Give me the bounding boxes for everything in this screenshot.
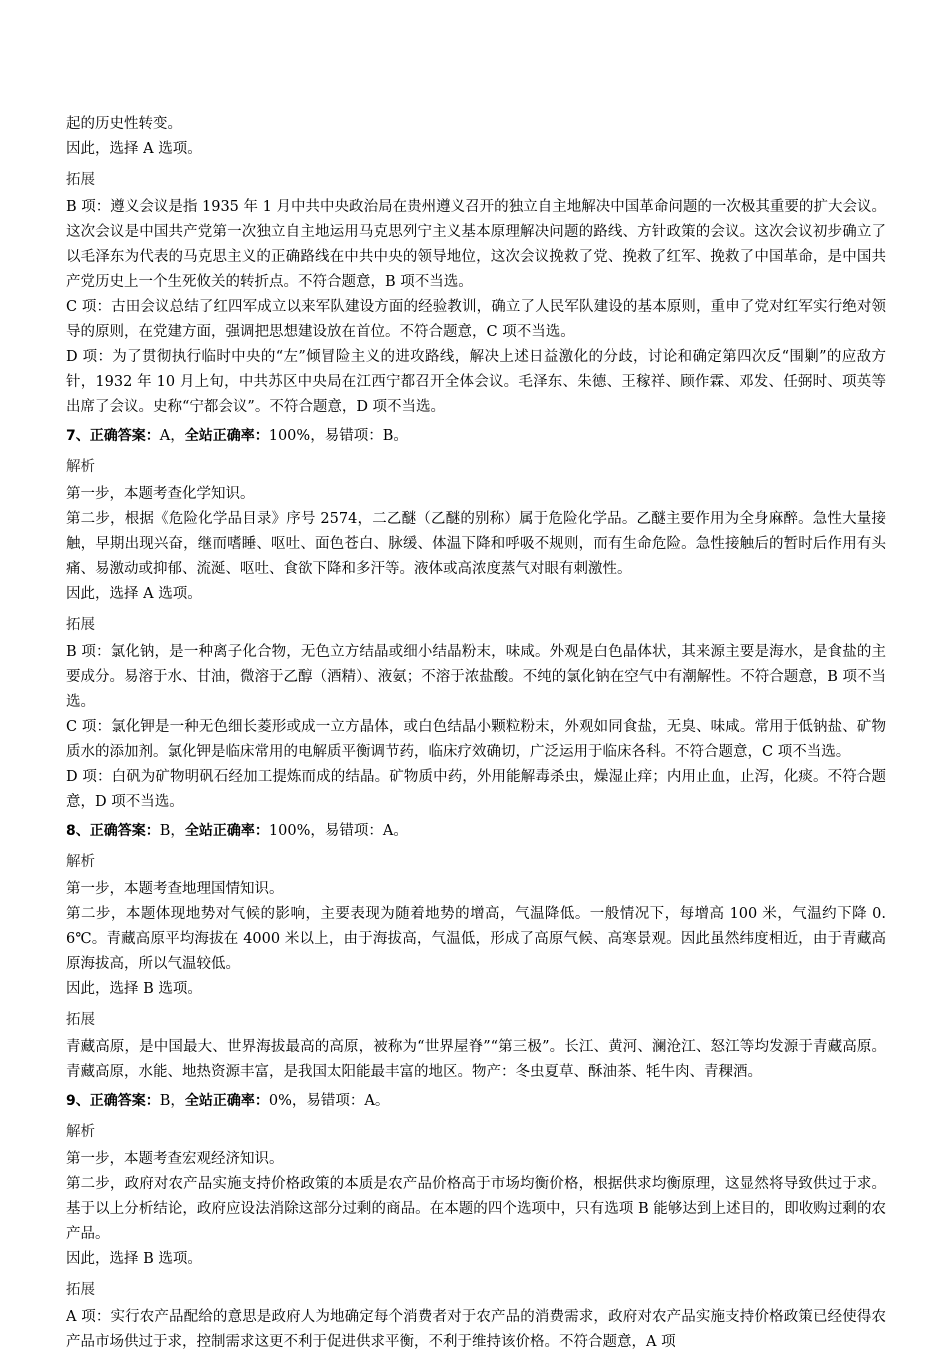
section-label: 拓展	[66, 1282, 95, 1298]
paragraph: B 项：氯化钠，是一种离子化合物，无色立方结晶或细小结晶粉末，味咸。外观是白色晶体状，其来源主要是海水，是食盐的主要成分。易溶于水、甘油，微溶于乙醇（酒精）、液氨；不溶于浓盐酸。不纯的氯化钠在空气中有潮解性。不符合题意，B 项不当选。	[66, 644, 887, 710]
paragraph: 第二步，本题体现地势对气候的影响，主要表现为随着地势的增高，气温降低。一般情况下，每增高 100 米，气温约下降 0.6℃。青藏高原平均海拔在 4000 米以上，由于海拔高，气温低，形成了高原气候、高寒景观。因此虽然纬度相近，由于青藏高原海拔高，所以气温较低。	[66, 906, 886, 972]
paragraph: D 项：白矾为矿物明矾石经加工提炼而成的结晶。矿物质中药，外用能解毒杀虫，燥湿止痒；内用止血，止泻，化痰。不符合题意，D 项不当选。	[66, 769, 886, 810]
paragraph: D 项：为了贯彻执行临时中央的“左”倾冒险主义的进攻路线，解决上述日益激化的分歧，讨论和确定第四次反“围剿”的应敌方针，1932 年 10 月上旬，中共苏区中央局在江西宁都召开全体会议。毛泽东、朱德、王稼祥、顾作霖、邓发、任弼时、项英等出席了会议。史称“宁都会议”。不符合题意，D 项不当选。	[66, 349, 886, 415]
paragraph: 起的历史性转变。	[66, 116, 182, 132]
paragraph: 第二步，政府对农产品实施支持价格政策的本质是农产品价格高于市场均衡价格，根据供求均衡原理，这显然将导致供过于求。基于以上分析结论，政府应设法消除这部分过剩的商品。在本题的四个选项中，只有选项 B 能够达到上述目的，即收购过剩的农产品。	[66, 1176, 886, 1242]
paragraph: 第一步，本题考查宏观经济知识。	[66, 1151, 284, 1167]
accuracy-label: 全站正确率：	[184, 1093, 269, 1109]
section-label: 解析	[66, 854, 95, 870]
section-label: 拓展	[66, 617, 95, 633]
paragraph: 因此，选择 B 选项。	[66, 981, 202, 997]
answer-value: A，	[159, 428, 185, 444]
document-page	[66, 112, 886, 1355]
question-answer-header	[66, 819, 886, 844]
accuracy-value: 100%，易错项：A。	[268, 823, 408, 839]
section-label: 解析	[66, 459, 95, 475]
question-answer-header	[66, 1089, 886, 1114]
paragraph: 因此，选择 A 选项。	[66, 586, 202, 602]
answer-value: B，	[159, 1093, 185, 1109]
section-label: 拓展	[66, 172, 95, 188]
question-number: 8、	[66, 823, 90, 839]
accuracy-label: 全站正确率：	[184, 823, 269, 839]
paragraph: B 项：遵义会议是指 1935 年 1 月中共中央政治局在贵州遵义召开的独立自主地解决中国革命问题的一次极其重要的扩大会议。这次会议是中国共产党第一次独立自主地运用马克思列宁主义基本原理解决问题的路线、方针政策的会议。这次会议初步确立了以毛泽东为代表的马克思主义的正确路线在中共中央的领导地位，这次会议挽救了党、挽救了红军、挽救了中国革命，是中国共产党历史上一个生死攸关的转折点。不符合题意，B 项不当选。	[66, 199, 886, 290]
accuracy-value: 100%，易错项：B。	[268, 428, 408, 444]
answer-label: 正确答案：	[89, 428, 160, 444]
answer-label: 正确答案：	[89, 1093, 160, 1109]
accuracy-value: 0%，易错项：A。	[268, 1093, 390, 1109]
paragraph: C 项：古田会议总结了红四军成立以来军队建设方面的经验教训，确立了人民军队建设的基本原则，重申了党对红军实行绝对领导的原则，在党建方面，强调把思想建设放在首位。不符合题意，C 项不当选。	[66, 299, 886, 340]
section-label: 拓展	[66, 1012, 95, 1028]
paragraph: A 项：实行农产品配给的意思是政府人为地确定每个消费者对于农产品的消费需求，政府对农产品实施支持价格政策已经使得农产品市场供过于求，控制需求这更不利于促进供求平衡，不利于维持该价格。不符合题意，A 项	[66, 1309, 886, 1350]
paragraph: 第二步，根据《危险化学品目录》序号 2574，二乙醚（乙醚的别称）属于危险化学品。乙醚主要作用为全身麻醉。急性大量接触，早期出现兴奋，继而嗜睡、呕吐、面色苍白、脉缓、体温下降和呼吸不规则，而有生命危险。急性接触后的暂时后作用有头痛、易激动或抑郁、流涎、呕吐、食欲下降和多汗等。液体或高浓度蒸气对眼有刺激性。	[66, 511, 886, 577]
paragraph: 青藏高原，是中国最大、世界海拔最高的高原，被称为“世界屋脊”“第三极”。长江、黄河、澜沧江、怒江等均发源于青藏高原。青藏高原，水能、地热资源丰富，是我国太阳能最丰富的地区。物产：冬虫夏草、酥油茶、牦牛肉、青稞酒。	[66, 1039, 886, 1080]
question-number: 9、	[66, 1093, 90, 1109]
paragraph: 第一步，本题考查化学知识。	[66, 486, 255, 502]
paragraph: 因此，选择 A 选项。	[66, 141, 202, 157]
question-answer-header	[66, 424, 886, 449]
paragraph: 第一步，本题考查地理国情知识。	[66, 881, 284, 897]
answer-label: 正确答案：	[89, 823, 160, 839]
paragraph: 因此，选择 B 选项。	[66, 1251, 202, 1267]
section-label: 解析	[66, 1124, 95, 1140]
answer-value: B，	[159, 823, 185, 839]
question-number: 7、	[66, 428, 90, 444]
paragraph: C 项：氯化钾是一种无色细长菱形或成一立方晶体，或白色结晶小颗粒粉末，外观如同食盐，无臭、味咸。常用于低钠盐、矿物质水的添加剂。氯化钾是临床常用的电解质平衡调节药，临床疗效确切，广泛运用于临床各科。不符合题意，C 项不当选。	[66, 719, 886, 760]
accuracy-label: 全站正确率：	[184, 428, 269, 444]
